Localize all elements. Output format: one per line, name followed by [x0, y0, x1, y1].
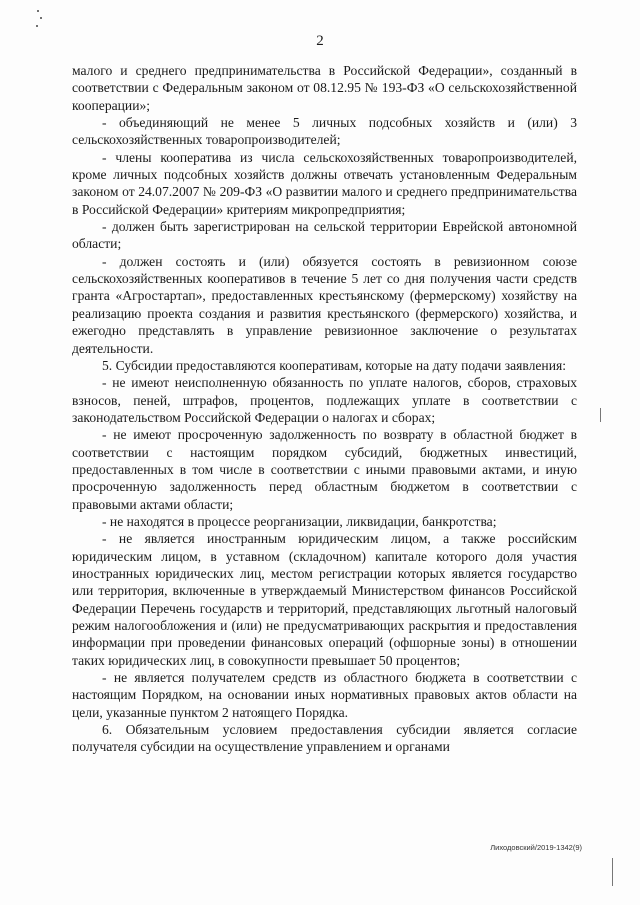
paragraph: - объединяющий не менее 5 личных подсобных хозяйств и (или) 3 сельскохозяйственных товаропроизводителей;: [72, 115, 577, 148]
paragraph: - не является получателем средств из областного бюджета в соответствии с настоящим Порядком, на основании иных нормативных правовых актов области на цели, указанные пунктом 2 натоящего Порядка.: [72, 670, 577, 720]
scan-edge-mark: [600, 408, 601, 422]
scan-artifact: [34, 8, 46, 34]
paragraph: 5. Субсидии предоставляются кооперативам, которые на дату подачи заявления:: [102, 357, 567, 373]
paragraph: 6. Обязательным условием предоставления субсидии является согласие получателя субсидии на осуществление управлением и органами: [72, 722, 577, 755]
paragraph: - не имеют неисполненную обязанность по уплате налогов, сборов, страховых взносов, пеней, штрафов, процентов, подлежащих уплате в соответствии с законодательством Российской Федерации о налогах и сборах;: [72, 375, 577, 425]
paragraph: малого и среднего предпринимательства в Российской Федерации», созданный в соответствии с Федеральным законом от 08.12.95 № 193-ФЗ «О сельскохозяйственной кооперации»;: [72, 63, 577, 113]
paragraph: - не находятся в процессе реорганизации, ликвидации, банкротства;: [102, 513, 497, 529]
page-number: 2: [316, 33, 324, 49]
paragraph: - не имеют просроченную задолженность по возврату в областной бюджет в соответствии с настоящим порядком субсидий, бюджетных инвестиций, предоставленных в том числе в соответствии с иными правовыми актами, и иную просроченную задолженность перед областным бюджетом в соответствии с правовыми актами области;: [72, 427, 577, 512]
paragraph: - члены кооператива из числа сельскохозяйственных товаропроизводителей, кроме личных подсобных хозяйств должны отвечать установленным Федеральным законом от 24.07.2007 № 209-ФЗ «О развитии малого и среднего предпринимательства в Российской Федерации» критериям микропредприятия;: [72, 149, 577, 217]
document-footer-code: Лиходовский/2019-1342(9): [490, 843, 582, 852]
paragraph: - должен быть зарегистрирован на сельской территории Еврейской автономной области;: [72, 219, 577, 252]
document-body: [72, 62, 577, 756]
paragraph: - должен состоять и (или) обязуется состоять в ревизионном союзе сельскохозяйственных кооперативов в течение 5 лет со дня получения части средств гранта «Агростартап», предоставленных крестьянскому (фермерскому) хозяйству на реализацию проекта создания и развития крестьянского (фермерского) хозяйства, и ежегодно представлять в управление ревизионное заключение о результатах деятельности.: [72, 253, 577, 356]
scan-edge-mark: [612, 858, 613, 886]
paragraph: - не является иностранным юридическим лицом, а также российским юридическим лицом, в уставном (складочном) капитале которого доля участия иностранных юридических лиц, местом регистрации которых является государство или территория, включенные в утверждаемый Министерством финансов Российской Федерации Перечень государств и территорий, представляющих льготный налоговый режим налогообложения и (или) не предусматривающих раскрытия и предоставления информации при проведении финансовых операций (офшорные зоны) в отношении таких юридических лиц, в совокупности превышает 50 процентов;: [72, 531, 577, 668]
